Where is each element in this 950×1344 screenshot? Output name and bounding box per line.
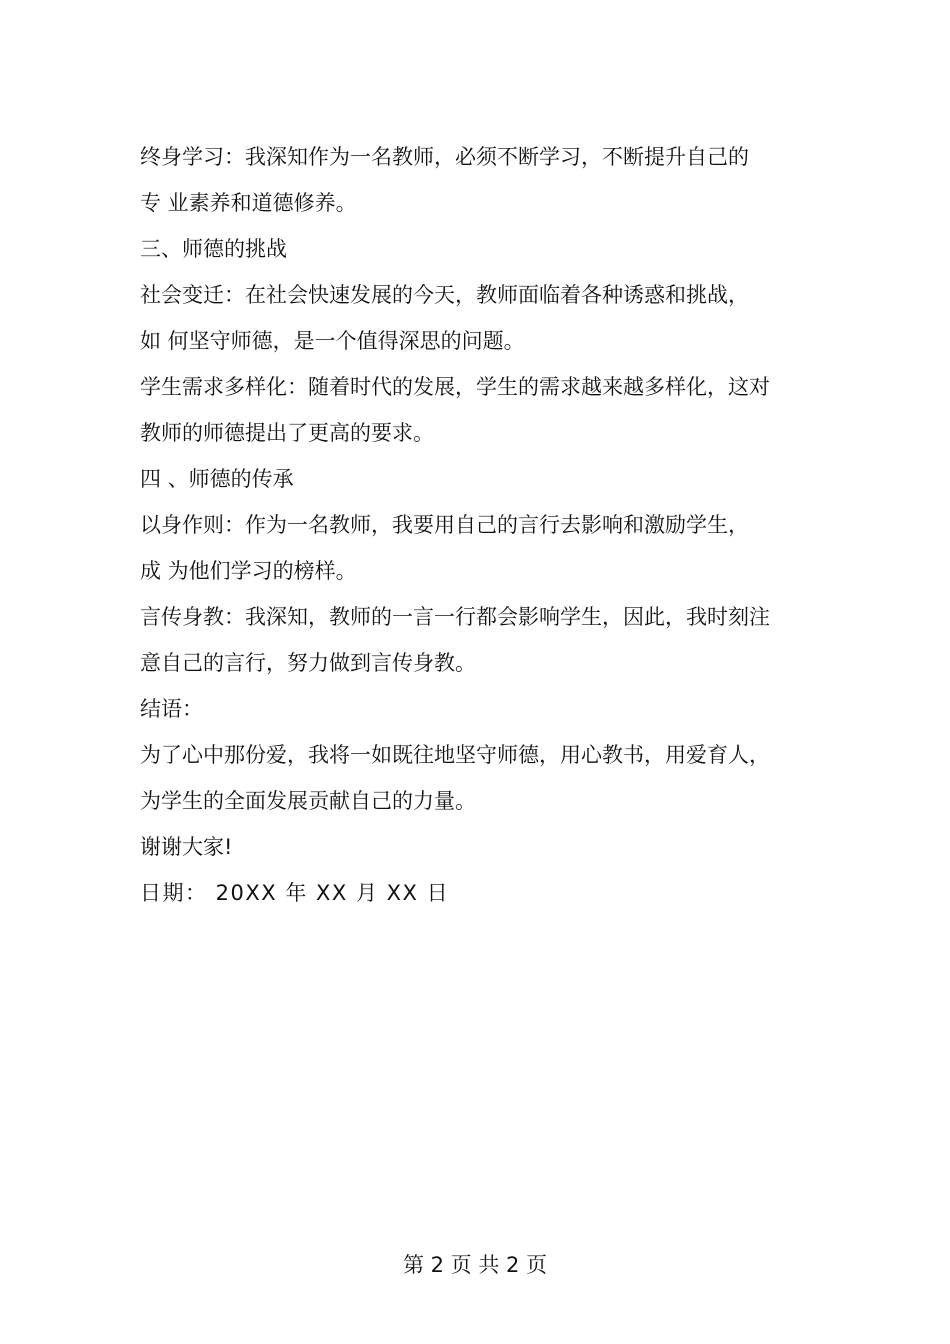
paragraph-conclusion-line-1: 为了心中那份爱，我将一如既往地坚守师德，用心教书，用爱育人， [140, 743, 770, 767]
paragraph-lifelong-learning-line-1: 终身学习：我深知作为一名教师，必须不断学习，不断提升自己的 [140, 145, 749, 169]
paragraph-student-needs-line-1: 学生需求多样化：随着时代的发展，学生的需求越来越多样化，这对 [140, 375, 770, 399]
paragraph-lead-by-example-line-2: 成 为他们学习的榜样。 [140, 559, 357, 583]
section-heading-inheritance: 四 、师德的传承 [140, 467, 294, 491]
date-line: 日期： 20XX 年 XX 月 XX 日 [140, 881, 450, 905]
thanks-line: 谢谢大家! [140, 835, 233, 859]
paragraph-social-change-line-2: 如 何坚守师德，是一个值得深思的问题。 [140, 329, 525, 353]
paragraph-social-change-line-1: 社会变迁：在社会快速发展的今天，教师面临着各种诱惑和挑战， [140, 283, 749, 307]
page-number-footer: 第 2 页 共 2 页 [402, 1253, 548, 1277]
conclusion-heading: 结语： [140, 697, 203, 721]
paragraph-lead-by-example-line-1: 以身作则：作为一名教师，我要用自己的言行去影响和激励学生， [140, 513, 749, 537]
paragraph-student-needs-line-2: 教师的师德提出了更高的要求。 [140, 421, 434, 445]
section-heading-challenges: 三、师德的挑战 [140, 237, 287, 261]
paragraph-lifelong-learning-line-2: 专 业素养和道德修养。 [140, 191, 357, 215]
paragraph-teach-by-word-line-2: 意自己的言行，努力做到言传身教。 [140, 651, 476, 675]
paragraph-conclusion-line-2: 为学生的全面发展贡献自己的力量。 [140, 789, 476, 813]
document-body [140, 134, 800, 916]
paragraph-teach-by-word-line-1: 言传身教：我深知，教师的一言一行都会影响学生，因此，我时刻注 [140, 605, 770, 629]
